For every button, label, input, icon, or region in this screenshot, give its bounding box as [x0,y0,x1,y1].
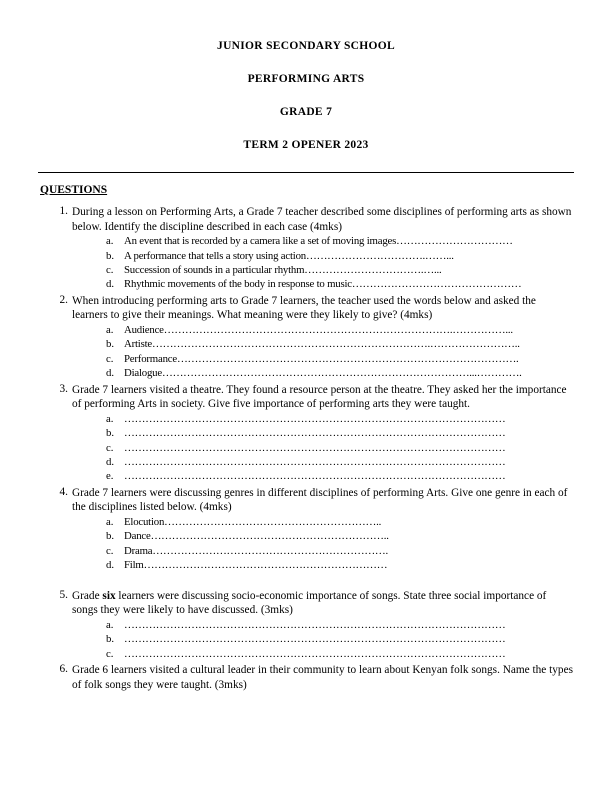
sub-question-label: a. [106,412,114,425]
sub-question-item [72,277,574,291]
sub-question-item [72,515,574,529]
answer-line[interactable]: Dance………………………………………………………….. [124,530,389,543]
answer-line[interactable]: ……………………………………………………………………………………………… [124,441,506,454]
question-item [38,383,574,484]
answer-line[interactable]: Elocution…………………………………………………….. [124,516,382,529]
sub-question-item [72,234,574,248]
question-text-part: Grade [72,589,103,602]
question-item [38,589,574,661]
sub-question-list [72,323,574,381]
question-text-part: learners were discussing socio-economic importance of songs. State three social importance of songs they were likely to have discussed. (3mks) [72,589,547,617]
question-number: 6. [59,663,68,676]
header-term: TERM 2 OPENER 2023 [243,139,369,151]
sub-question-list [72,515,574,573]
question-text: Grade 7 learners were discussing genres in different disciplines of performing Arts. Give one genre in each of the disciplines listed below. (4mks) [72,486,568,514]
sub-question-item [72,455,574,469]
answer-line[interactable]: Dialogue……………………………………………………………………………...…………. [124,367,522,380]
answer-line[interactable]: Succession of sounds in a particular rhythm…………………………….…... [124,264,442,276]
question-number: 3. [59,382,68,395]
sub-question-list [72,234,574,292]
sub-question-label: a. [106,516,114,529]
answer-line[interactable]: Performance……………………………………………………………………………………. [124,352,519,365]
sub-question-label: a. [106,618,114,631]
spacer [38,575,574,589]
answer-line[interactable]: Artiste…………………………………………………………………….…………………….. [124,338,520,351]
sub-question-label: e. [106,470,114,483]
header-subject: PERFORMING ARTS [247,73,365,85]
sub-question-label: d. [106,278,115,291]
answer-line[interactable]: ……………………………………………………………………………………………… [124,427,506,440]
sub-question-item [72,441,574,455]
sub-question-list [72,412,574,484]
sub-question-item [72,249,574,263]
sub-question-item [72,618,574,632]
sub-question-label: b. [106,427,115,440]
sub-question-list [72,618,574,661]
sub-question-item [72,366,574,380]
answer-line[interactable]: A performance that tells a story using action…………………………….……... [124,249,454,262]
sub-question-label: b. [106,530,115,543]
sub-question-item [72,632,574,646]
answer-line[interactable]: An event that is recorded by a camera like a set of moving images…………………………… [124,235,513,248]
answer-line[interactable]: ……………………………………………………………………………………………… [124,456,506,469]
sub-question-item [72,529,574,543]
answer-line[interactable]: Audience……………………………………………………………………….……………... [124,324,513,336]
header-grade: GRADE 7 [279,106,333,118]
answer-line[interactable]: ……………………………………………………………………………………………… [124,633,506,646]
sub-question-label: c. [106,647,114,660]
answer-line[interactable]: ……………………………………………………………………………………………… [124,412,506,425]
sub-question-label: a. [106,235,114,248]
question-number: 4. [59,485,68,498]
answer-line[interactable]: Film…………………………………………………………… [124,559,388,572]
sub-question-item [72,352,574,366]
question-item [38,205,574,292]
sub-question-label: c. [106,544,114,557]
sub-question-item [72,337,574,351]
sub-question-label: d. [106,367,115,380]
question-item [38,294,574,381]
sub-question-label: c. [106,264,114,276]
answer-line[interactable]: ……………………………………………………………………………………………… [124,647,506,660]
answer-line[interactable]: ……………………………………………………………………………………………… [124,618,506,631]
sub-question-label: c. [106,352,114,365]
question-number: 5. [59,588,68,601]
questions-heading: QUESTIONS [40,184,108,196]
question-text: Grade 6 learners visited a cultural leader in their community to learn about Kenyan folk songs. Name the types of folk songs they were taught. (3mks) [72,664,573,691]
question-number: 1. [59,205,68,217]
question-number: 2. [59,293,68,306]
sub-question-item [72,558,574,572]
question-text: During a lesson on Performing Arts, a Grade 7 teacher described some disciplines of performing arts as shown below. Identify the discipline described in each case (4mks) [72,206,572,233]
question-text-part: six [102,589,116,602]
sub-question-label: d. [106,559,115,572]
question-item [38,486,574,573]
sub-question-item [72,323,574,337]
answer-line[interactable]: Drama…………………………………………………………. [124,544,389,557]
sub-question-label: b. [106,633,115,646]
sub-question-label: a. [106,324,114,336]
question-text: When introducing performing arts to Grade 7 learners, the teacher used the words below and asked the learners to give their meanings. What meaning were they likely to give? (4mks) [72,294,536,322]
sub-question-item [72,469,574,483]
questions-list [38,205,574,692]
header-divider [38,172,574,173]
sub-question-item [72,647,574,661]
sub-question-label: b. [106,249,115,262]
sub-question-label: c. [106,441,114,454]
sub-question-item [72,263,574,277]
question-item [38,663,574,692]
sub-question-label: b. [106,338,115,351]
sub-question-item [72,544,574,558]
sub-question-label: d. [106,456,115,469]
document-header [38,40,574,151]
answer-line[interactable]: ……………………………………………………………………………………………… [124,470,506,483]
sub-question-item [72,426,574,440]
header-school: JUNIOR SECONDARY SCHOOL [217,40,395,52]
question-text: Grade 7 learners visited a theatre. They found a resource person at the theatre. They asked her the importance of performing Arts in society. Give five importance of performing arts they were taught. [72,383,567,411]
answer-line[interactable]: Rhythmic movements of the body in response to music………………………………………… [124,278,522,291]
sub-question-item [72,412,574,426]
question-text [72,589,574,618]
